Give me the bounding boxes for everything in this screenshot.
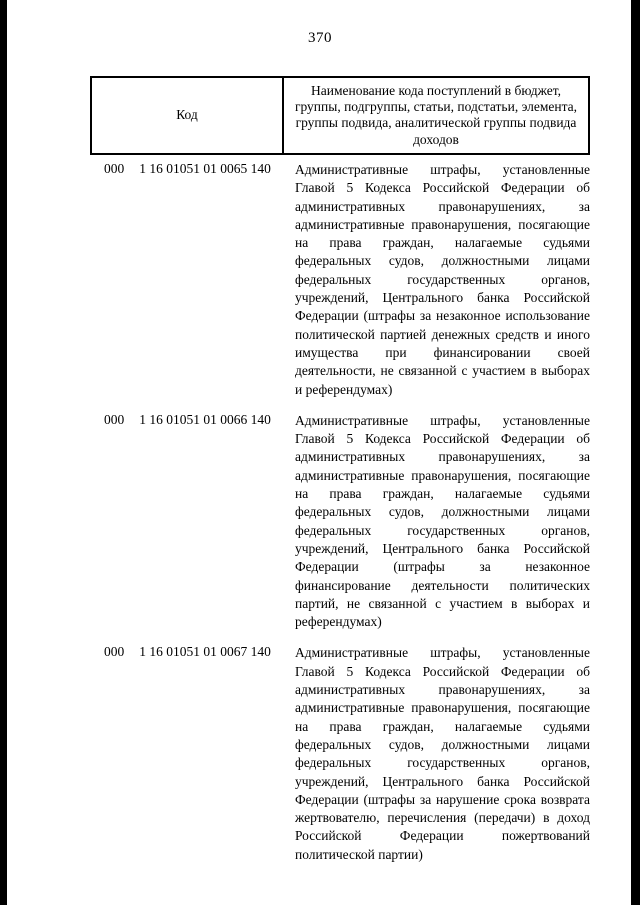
table-row: [90, 412, 590, 632]
scan-edge-left: [0, 0, 7, 905]
description-cell: Административные штрафы, установленные Главой 5 Кодекса Российской Федерации об административных правонарушениях, за административные правонарушения, посягающие на права граждан, налагаемые судьями федеральных судов, должностными лицами федеральных государственных органов, учреждений, Центрального банка Российской Федерации (штрафы за нарушение срока возврата жертвователю, перечисления (передачи) в доход Российской Федерации пожертвований политической партии): [295, 645, 590, 862]
table-body: [90, 161, 590, 864]
code-admin-part: 000: [104, 161, 125, 176]
code-number-part: 1 16 01051 01 0067 140: [139, 644, 271, 660]
description-cell: Административные штрафы, установленные Главой 5 Кодекса Российской Федерации об административных правонарушениях, за административные правонарушения, посягающие на права граждан, налагаемые судьями федеральных судов, должностными лицами федеральных государственных органов, учреждений, Центрального банка Российской Федерации (штрафы за незаконное финансирование деятельности политических партий, не связанной с участием в выборах и референдумах): [295, 412, 590, 630]
table-row: [90, 161, 590, 399]
code-admin-part: 000: [104, 644, 125, 660]
code-cell: [90, 412, 295, 428]
name-column-header: Наименование кода поступлений в бюджет, группы, подгруппы, статьи, подстатьи, элемента, группы подвида, аналитической группы подвида доходов: [294, 83, 578, 147]
code-cell: [90, 644, 295, 660]
code-number-part: 1 16 01051 01 0065 140: [139, 161, 271, 176]
code-number-part: 1 16 01051 01 0066 140: [139, 411, 271, 427]
table-row: [90, 644, 590, 864]
page-number: 370: [308, 30, 332, 46]
scan-edge-right: [631, 0, 640, 905]
table-header: [90, 76, 590, 155]
code-admin-part: 000: [104, 411, 125, 427]
code-column-header: Код: [92, 78, 284, 153]
description-cell: Административные штрафы, установленные Главой 5 Кодекса Российской Федерации об административных правонарушениях, за административные правонарушения, посягающие на права граждан, налагаемые судьями федеральных судов, должностными лицами федеральных государственных органов, учреждений, Центрального банка Российской Федерации (штрафы за незаконное использование политической партией денежных средств и иного имущества при финансировании своей деятельности, не связанной с участием в выборах и референдумах): [295, 162, 590, 397]
code-cell: [90, 161, 295, 177]
